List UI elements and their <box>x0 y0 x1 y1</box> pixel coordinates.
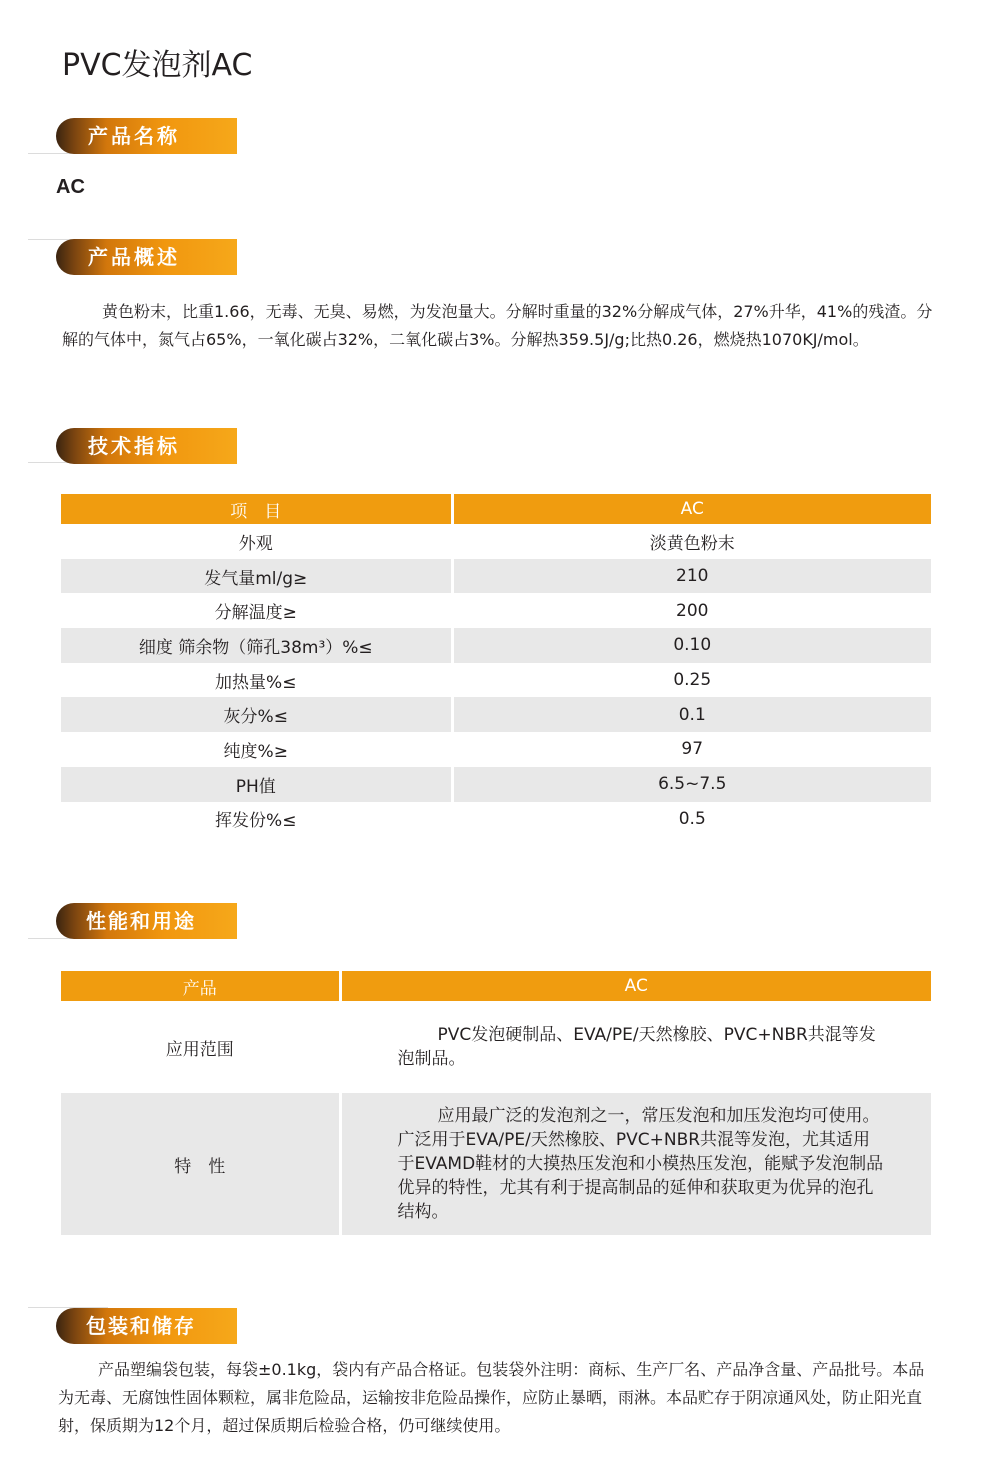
spec-value: 97 <box>681 739 704 760</box>
spec-value: 0.10 <box>452 628 931 663</box>
spec-item: 细度 筛余物（筛孔38m³）%≤ <box>61 628 452 663</box>
page-title: PVC发泡剂AC <box>62 48 253 83</box>
table-row <box>61 767 931 802</box>
spec-item: 灰分%≤ <box>61 697 452 732</box>
usage-desc <box>340 1001 931 1093</box>
spec-value: 淡黄色粉末 <box>649 533 735 554</box>
usage-label: 特 性 <box>61 1093 340 1235</box>
overview-text: 黄色粉末，比重1.66，无毒、无臭、易燃，为发泡量大。分解时重量的32%分解成气体，27%升华，41%的残渣。分解的气体中，氮气占65%，一氧化碳占32%，二氧化碳占3%。分解热359.5J/g;比热0.26，燃烧热1070KJ/mol。 <box>62 302 933 349</box>
table-row <box>61 802 931 837</box>
spec-item: 加热量%≤ <box>61 663 452 698</box>
table-row <box>61 1001 931 1093</box>
table-row <box>61 593 931 628</box>
spec-item: PH值 <box>61 767 452 802</box>
overview-paragraph <box>62 298 942 354</box>
spec-item: 挥发份%≤ <box>61 802 452 837</box>
table-row <box>61 559 931 594</box>
section-header-name: 产品名称 <box>56 118 237 154</box>
spec-value: 0.25 <box>673 670 712 691</box>
spec-item: 外观 <box>61 524 452 559</box>
spec-table <box>61 494 931 836</box>
table-row <box>61 663 931 698</box>
spec-value: 200 <box>676 600 709 621</box>
usage-desc-text: 应用最广泛的发泡剂之一，常压发泡和加压发泡均可使用。广泛用于EVA/PE/天然橡胶、PVC+NBR共混等发泡，尤其适用于EVAMD鞋材的大摸热压发泡和小模热压发泡，能赋予发泡制品优异的特性，尤其有利于提高制品的延伸和获取更为优异的泡孔结构。 <box>397 1106 884 1222</box>
section-header-packaging: 包装和储存 <box>56 1308 237 1344</box>
spec-value: 0.5 <box>678 808 706 829</box>
spec-value: 210 <box>452 559 931 594</box>
spec-item: 发气量ml/g≥ <box>61 559 452 594</box>
section-header-spec: 技术指标 <box>56 428 237 464</box>
usage-table-header <box>61 971 931 1001</box>
spec-header-item: 项 目 <box>61 494 452 524</box>
table-row <box>61 628 931 663</box>
table-row <box>61 697 931 732</box>
spec-item: 分解温度≥ <box>61 593 452 628</box>
usage-header-ac: AC <box>340 971 931 1001</box>
table-row <box>61 732 931 767</box>
section-header-usage: 性能和用途 <box>56 903 237 939</box>
section-header-overview: 产品概述 <box>56 239 237 275</box>
spec-value: 6.5~7.5 <box>452 767 931 802</box>
table-row <box>61 1093 931 1235</box>
spec-item: 纯度%≥ <box>61 732 452 767</box>
packaging-text: 产品塑编袋包装，每袋±0.1kg，袋内有产品合格证。包装袋外注明：商标、生产厂名、产品净含量、产品批号。本品为无毒、无腐蚀性固体颗粒，属非危险品，运输按非危险品操作，应防止暴晒，雨淋。本品贮存于阴凉通风处，防止阳光直射，保质期为12个月，超过保质期后检验合格，仍可继续使用。 <box>58 1360 925 1435</box>
spec-value: 0.1 <box>452 697 931 732</box>
usage-header-product: 产品 <box>61 971 340 1001</box>
packaging-paragraph <box>58 1356 940 1440</box>
spec-header-ac: AC <box>452 494 931 524</box>
usage-label: 应用范围 <box>61 1001 340 1093</box>
usage-desc <box>340 1093 931 1235</box>
table-row <box>61 524 931 559</box>
usage-table <box>61 971 931 1235</box>
product-name: AC <box>56 176 85 198</box>
spec-table-header <box>61 494 931 524</box>
usage-desc-text: PVC发泡硬制品、EVA/PE/天然橡胶、PVC+NBR共混等发泡制品。 <box>397 1025 876 1069</box>
